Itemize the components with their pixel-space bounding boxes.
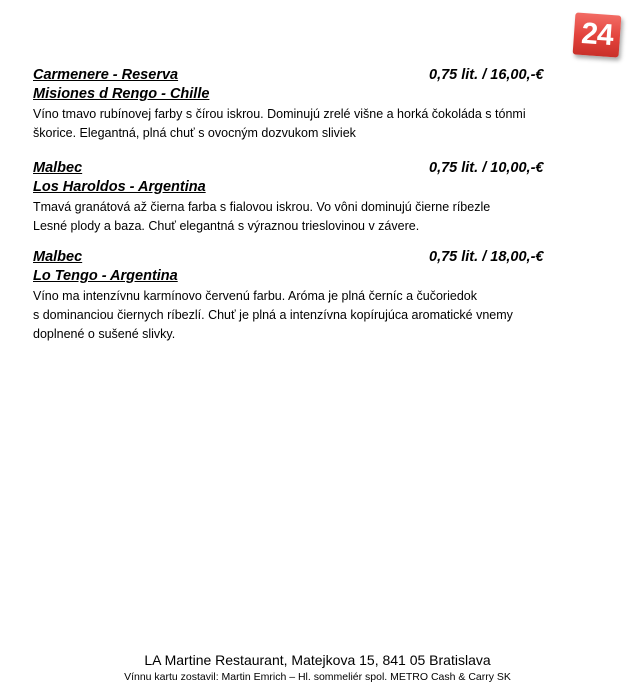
site-logo: 24: [573, 12, 622, 57]
wine-price: 0,75 lit. / 16,00,-€: [429, 67, 544, 83]
wine-description: [33, 105, 553, 143]
wine-entry-malbec-lo-tengo: [33, 248, 553, 344]
wine-price: 0,75 lit. / 10,00,-€: [429, 160, 544, 176]
description-line: s dominanciou čiernych ríbezlí. Chuť je plná a intenzívna kopírujúca aromatické vnemy: [33, 308, 513, 322]
description-line: Tmavá granátová až čierna farba s fialovou iskrou. Vo vôni dominujú čierne ríbezle: [33, 200, 491, 214]
wine-origin: Lo Tengo - Argentina: [33, 268, 178, 284]
wine-name: Carmenere - Reserva: [33, 67, 179, 83]
description-line: škorice. Elegantná, plná chuť s ovocným dozvukom sliviek: [33, 126, 356, 140]
sommelier-credit: Vínnu kartu zostavil: Martin Emrich – Hl. sommeliér spol. METRO Cash & Carry SK: [124, 671, 511, 683]
wine-origin: Los Haroldos - Argentina: [33, 179, 206, 195]
restaurant-address: LA Martine Restaurant, Matejkova 15, 841 05 Bratislava: [144, 652, 491, 668]
wine-price: 0,75 lit. / 18,00,-€: [429, 249, 544, 265]
wine-description: [33, 287, 553, 344]
wine-entry-carmenere: [33, 66, 553, 143]
wine-name: Malbec: [33, 160, 83, 176]
wine-name: Malbec: [33, 249, 83, 265]
description-line: Lesné plody a baza. Chuť elegantná s výraznou trieslovinou v závere.: [33, 219, 420, 233]
wine-origin: Misiones d Rengo - Chille: [33, 86, 210, 102]
description-line: Víno ma intenzívnu karmínovo červenú farbu. Aróma je plná černíc a čučoriedok: [33, 289, 477, 303]
description-line: doplnené o sušené slivky.: [33, 327, 176, 341]
description-line: Víno tmavo rubínovej farby s čírou iskrou. Dominujú zrelé višne a horká čokoláda s tónmi: [33, 107, 526, 121]
wine-entry-malbec-los-haroldos: [33, 159, 553, 236]
wine-description: [33, 198, 553, 236]
